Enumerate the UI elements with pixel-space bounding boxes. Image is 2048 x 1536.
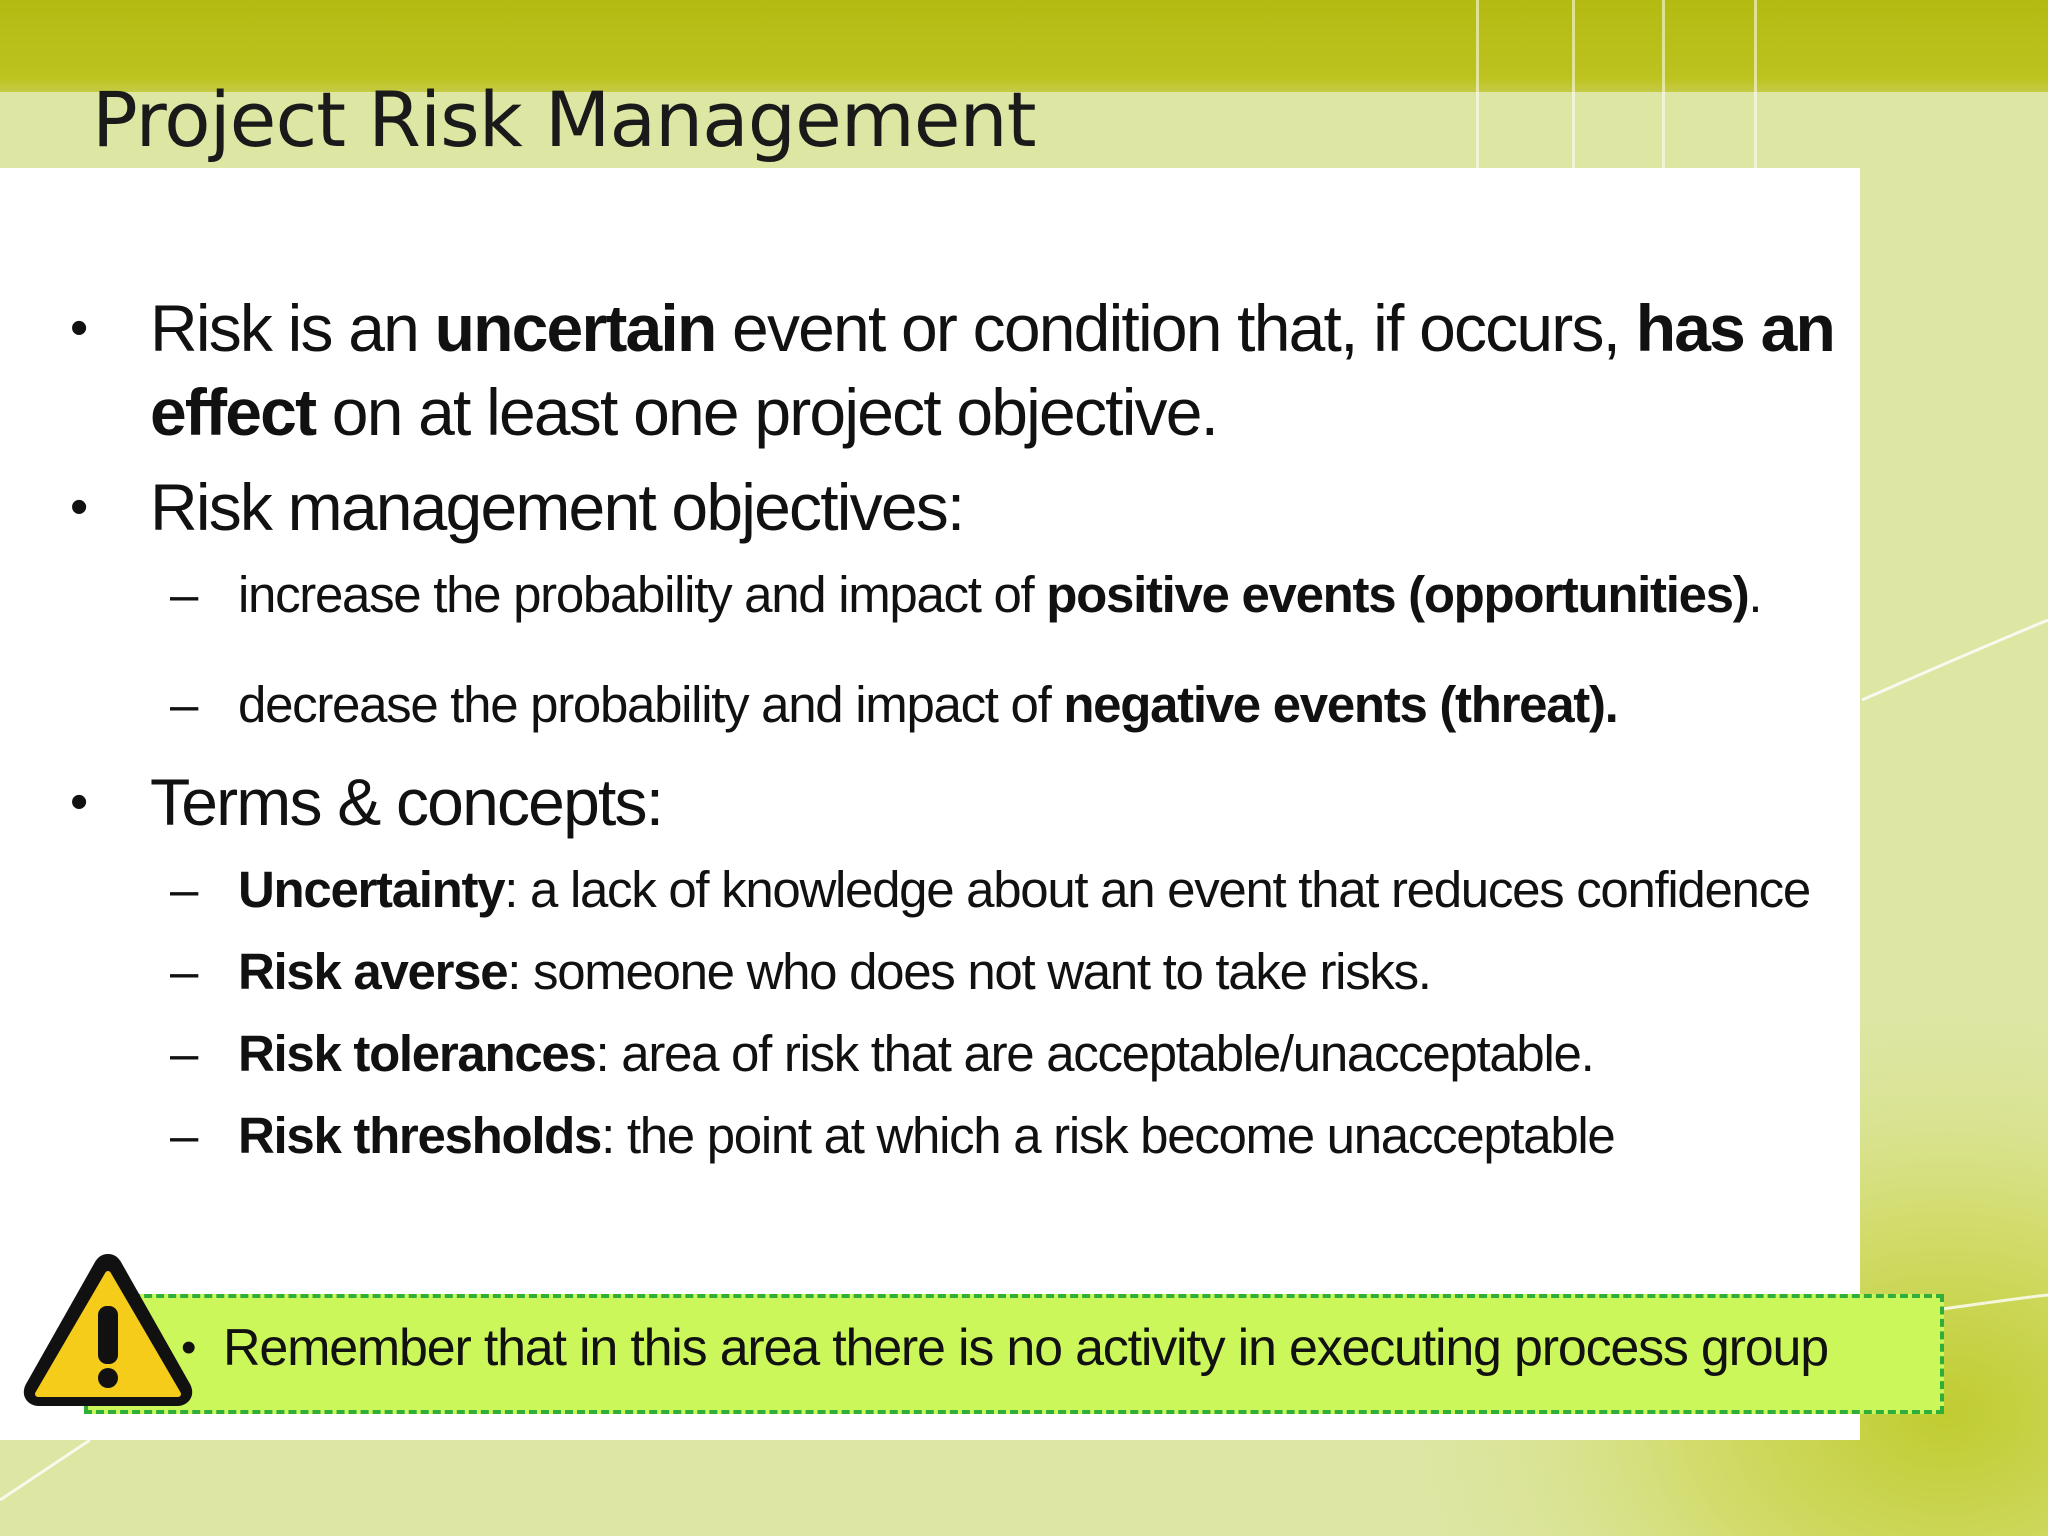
bullet-risk-definition: • Risk is an uncertain event or condition that, if occurs, has an effect on at least one project objective. [150,286,1870,454]
term-risk-thresholds: – Risk thresholds: the point at which a risk become unacceptable [238,1106,1838,1166]
warning-icon [18,1244,198,1412]
slide-title: Project Risk Management [92,75,1036,164]
bullet-terms-concepts: • Terms & concepts: [150,760,1870,844]
bullet-risk-objectives: • Risk management objectives: [150,465,1870,549]
decorative-line [1476,0,1479,170]
decorative-line [1754,0,1757,170]
callout-box [84,1294,1944,1414]
term-uncertainty: – Uncertainty: a lack of knowledge about an event that reduces confidence [238,860,1838,920]
term-risk-averse: – Risk averse: someone who does not want to take risks. [238,942,1838,1002]
term-risk-tolerances: – Risk tolerances: area of risk that are acceptable/unacceptable. [238,1024,1838,1084]
callout-text: • Remember that in this area there is no activity in executing process group [223,1318,1828,1378]
subitem-decrease-negative: – decrease the probability and impact of negative events (threat). [238,675,1838,735]
subitem-increase-positive: – increase the probability and impact of positive events (opportunities). [238,565,1838,625]
decorative-line [1662,0,1665,170]
decorative-line [1572,0,1575,170]
